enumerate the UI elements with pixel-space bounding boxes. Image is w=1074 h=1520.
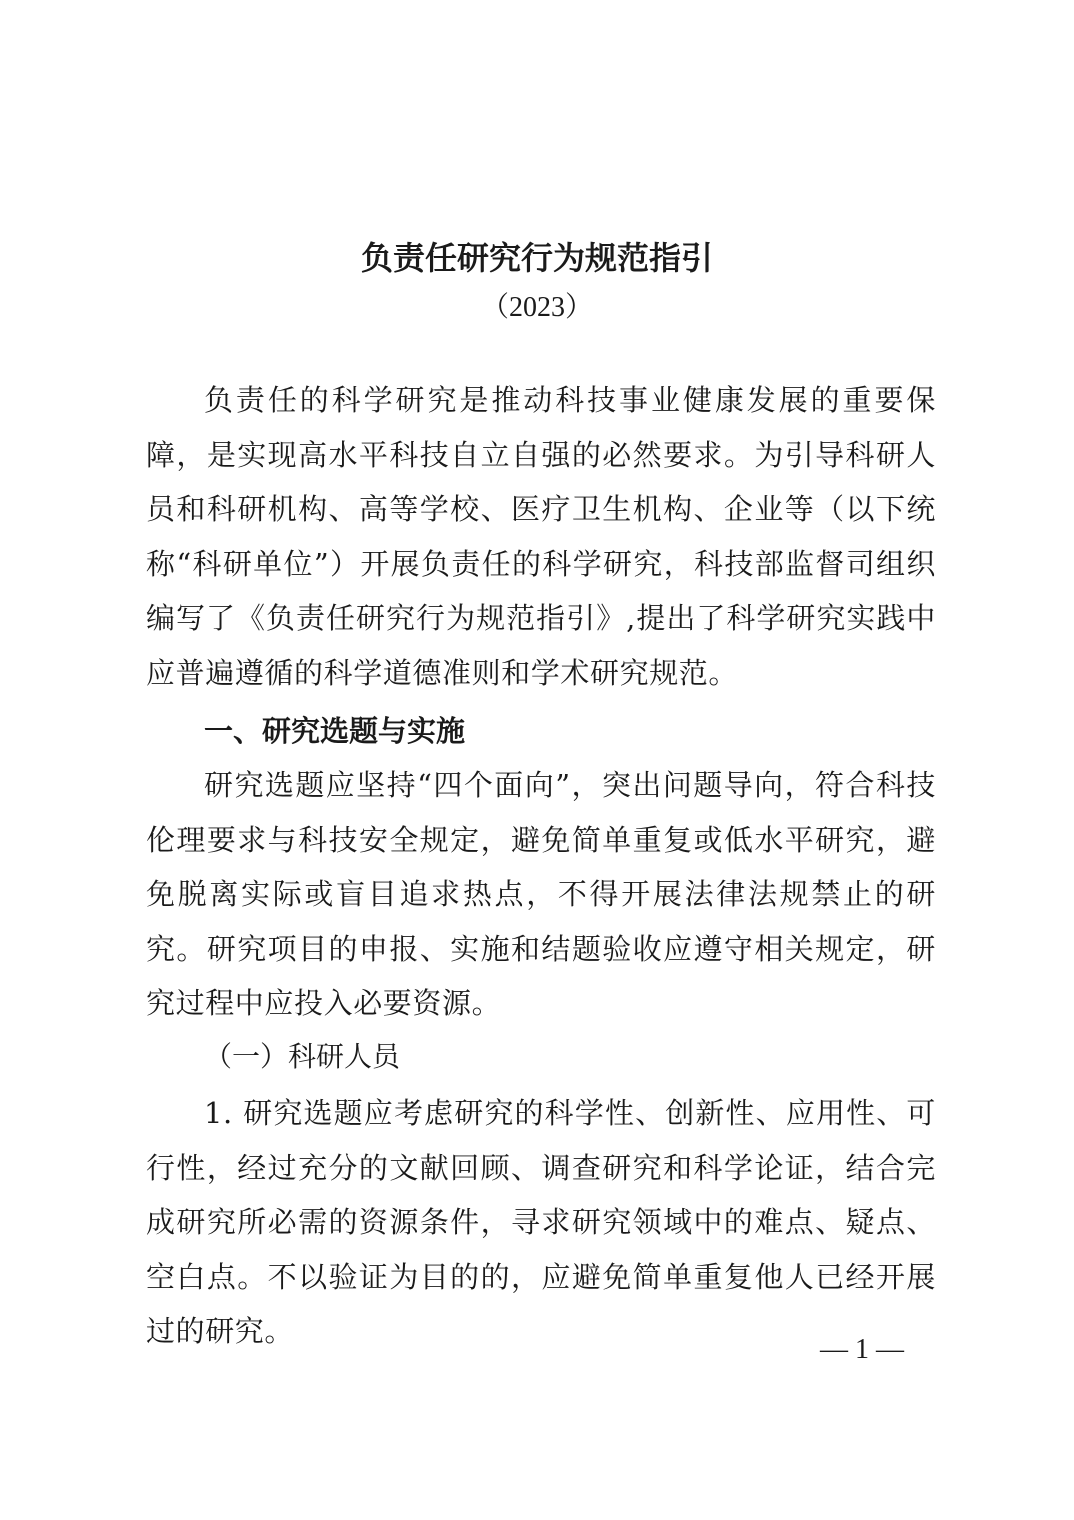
document-title: 负责任研究行为规范指引 (360, 239, 713, 277)
section-paragraph-research-topic: 研究选题应坚持“四个面向”，突出问题导向，符合科技伦理要求与科技安全规定，避免简单重复或低水平研究，避免脱离实际或盲目追求热点，不得开展法律法规禁止的研究。研究项目的申报、实施和结题验收应遵守相关规定，研究过程中应投入必要资源。 (146, 768, 936, 1020)
section-heading-research-topic: 一、研究选题与实施 (204, 714, 466, 748)
page-number: — 1 — (820, 1334, 904, 1365)
intro-paragraph: 负责任的科学研究是推动科技事业健康发展的重要保障，是实现高水平科技自立自强的必然要求。为引导科研人员和科研机构、高等学校、医疗卫生机构、企业等（以下统称“科研单位”）开展负责任的科学研究，科技部监督司组织编写了《负责任研究行为规范指引》,提出了科学研究实践中应普遍遵循的科学道德准则和学术研究规范。 (146, 383, 936, 690)
list-item-paragraph-1: 1. 研究选题应考虑研究的科学性、创新性、应用性、可行性，经过充分的文献回顾、调查研究和科学论证，结合完成研究所必需的资源条件，寻求研究领域中的难点、疑点、空白点。不以验证为目的的，应避免简单重复他人已经开展过的研究。 (146, 1096, 936, 1348)
subsection-heading-researchers: （一）科研人员 (204, 1040, 401, 1073)
document-year: （2023） (480, 292, 593, 323)
